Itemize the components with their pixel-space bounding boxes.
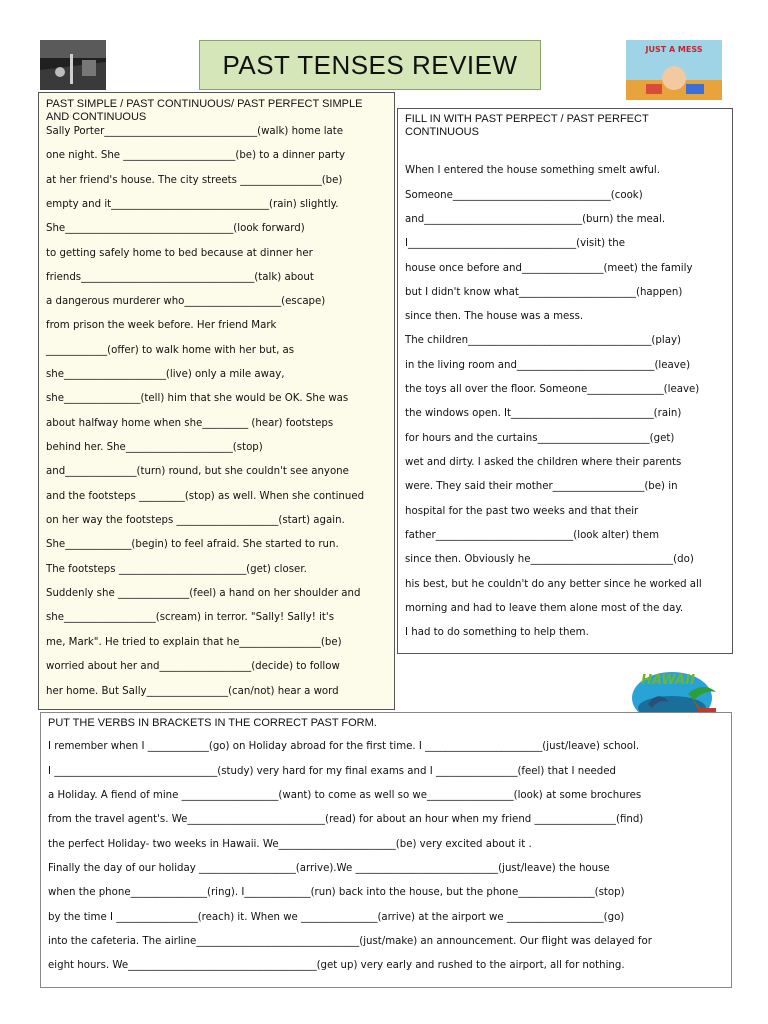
section2-line: Someone_______________________________(cook) [405, 190, 643, 201]
section1-line: a dangerous murderer who___________________(escape) [46, 296, 326, 307]
page-title [199, 40, 541, 90]
section1-line: she__________________(scream) in terror. "Sally! Sally! it's [46, 612, 334, 623]
section2-line: wet and dirty. I asked the children where their parents [405, 457, 682, 468]
section3-line: Finally the day of our holiday ___________________(arrive).We ____________________________(just/leave) the house [48, 863, 610, 874]
section1-line: at her friend's house. The city streets ________________(be) [46, 175, 343, 186]
section2-heading-line1: FILL IN WITH PAST PERPECT / PAST PERFECT [405, 113, 649, 125]
section2-line: father___________________________(look alter) them [405, 530, 660, 541]
section1-line: Sally Porter______________________________(walk) home late [46, 126, 344, 137]
section3-line: when the phone_______________(ring). I_____________(run) back into the house, but the phone_______________(stop) [48, 887, 625, 898]
section1-line: and the footsteps _________(stop) as well. When she continued [46, 491, 365, 502]
section1-line: The footsteps _________________________(get) closer. [46, 564, 307, 575]
section2-heading-line2: CONTINUOUS [405, 126, 479, 138]
section2-line: the toys all over the floor. Someone_______________(leave) [405, 384, 700, 395]
section1-line: about halfway home when she_________ (hear) footsteps [46, 418, 334, 429]
section1-line: on her way the footsteps ____________________(start) again. [46, 515, 345, 526]
section2-line: since then. Obviously he____________________________(do) [405, 554, 694, 565]
section1-heading-line1: PAST SIMPLE / PAST CONTINUOUS/ PAST PERFECT SIMPLE [46, 98, 363, 110]
section3-line: I remember when I ____________(go) on Holiday abroad for the first time. I _______________________(just/leave) school. [48, 741, 640, 752]
section1-line: she____________________(live) only a mile away, [46, 369, 285, 380]
section2-line: the windows open. It____________________________(rain) [405, 408, 682, 419]
section1-line: She_________________________________(look forward) [46, 223, 305, 234]
section2-line: house once before and________________(meet) the family [405, 263, 693, 274]
svg-text:HAWAII: HAWAII [641, 673, 695, 688]
section2-line: in the living room and___________________________(leave) [405, 360, 691, 371]
section2-line: morning and had to leave them alone most of the day. [405, 603, 684, 614]
section1-line: empty and it_______________________________(rain) slightly. [46, 199, 339, 210]
section1-line: and______________(turn) round, but she couldn't see anyone [46, 466, 349, 477]
section3-line: by the time I ________________(reach) it. When we _______________(arrive) at the airport we ___________________(go) [48, 912, 625, 923]
section2-line: When I entered the house something smelt awful. [405, 165, 661, 176]
section2-line: for hours and the curtains______________________(get) [405, 433, 675, 444]
street-photo-image [40, 40, 106, 90]
section1-line: to getting safely home to bed because at dinner her [46, 248, 313, 259]
section3-heading: PUT THE VERBS IN BRACKETS IN THE CORRECT PAST FORM. [48, 717, 377, 729]
section1-line: worried about her and__________________(decide) to follow [46, 661, 340, 672]
section1-line: one night. She ______________________(be) to a dinner party [46, 150, 346, 161]
just-a-mess-book-cover-image [626, 40, 722, 100]
section2-line: The children____________________________________(play) [405, 335, 681, 346]
section3-line: a Holiday. A fiend of mine ___________________(want) to come as well so we_________________(look) at some brochures [48, 790, 642, 801]
section1-line: she_______________(tell) him that she would be OK. She was [46, 393, 349, 404]
section2-line: since then. The house was a mess. [405, 311, 584, 322]
section2-line: hospital for the past two weeks and that their [405, 506, 639, 517]
section1-line: her home. But Sally________________(can/not) hear a word [46, 686, 339, 697]
section3-line: the perfect Holiday- two weeks in Hawaii. We_______________________(be) very excited about it . [48, 839, 532, 850]
section1-heading-line2: AND CONTINUOUS [46, 111, 147, 123]
section2-line: I had to do something to help them. [405, 627, 589, 638]
section2-line: his best, but he couldn't do any better since he worked all [405, 579, 702, 590]
section1-line: me, Mark". He tried to explain that he________________(be) [46, 637, 342, 648]
section1-line: friends__________________________________(talk) about [46, 272, 314, 283]
section1-line: behind her. She_____________________(stop) [46, 442, 263, 453]
svg-text:JUST A MESS: JUST A MESS [645, 45, 703, 54]
section2-line: were. They said their mother__________________(be) in [405, 481, 678, 492]
section3-line: eight hours. We_____________________________________(get up) very early and rushed to the airport, all for nothing. [48, 960, 625, 971]
section1-line: ____________(offer) to walk home with her but, as [46, 345, 295, 356]
section3-line: from the travel agent's. We___________________________(read) for about an hour when my friend ________________(find) [48, 814, 644, 825]
page-title-text: PAST TENSES REVIEW [222, 49, 518, 80]
section1-line: She_____________(begin) to feel afraid. She started to run. [46, 539, 339, 550]
section3-line: into the cafeteria. The airline________________________________(just/make) an announcement. Our flight was delayed for [48, 936, 652, 947]
section2-line: I_________________________________(visit) the [405, 238, 625, 249]
section1-line: Suddenly she ______________(feel) a hand on her shoulder and [46, 588, 361, 599]
section2-line: but I didn't know what_______________________(happen) [405, 287, 683, 298]
section1-line: from prison the week before. Her friend Mark [46, 320, 277, 331]
section2-line: and_______________________________(burn) the meal. [405, 214, 666, 225]
section3-line: I ________________________________(study) very hard for my final exams and I ________________(feel) that I needed [48, 766, 616, 777]
